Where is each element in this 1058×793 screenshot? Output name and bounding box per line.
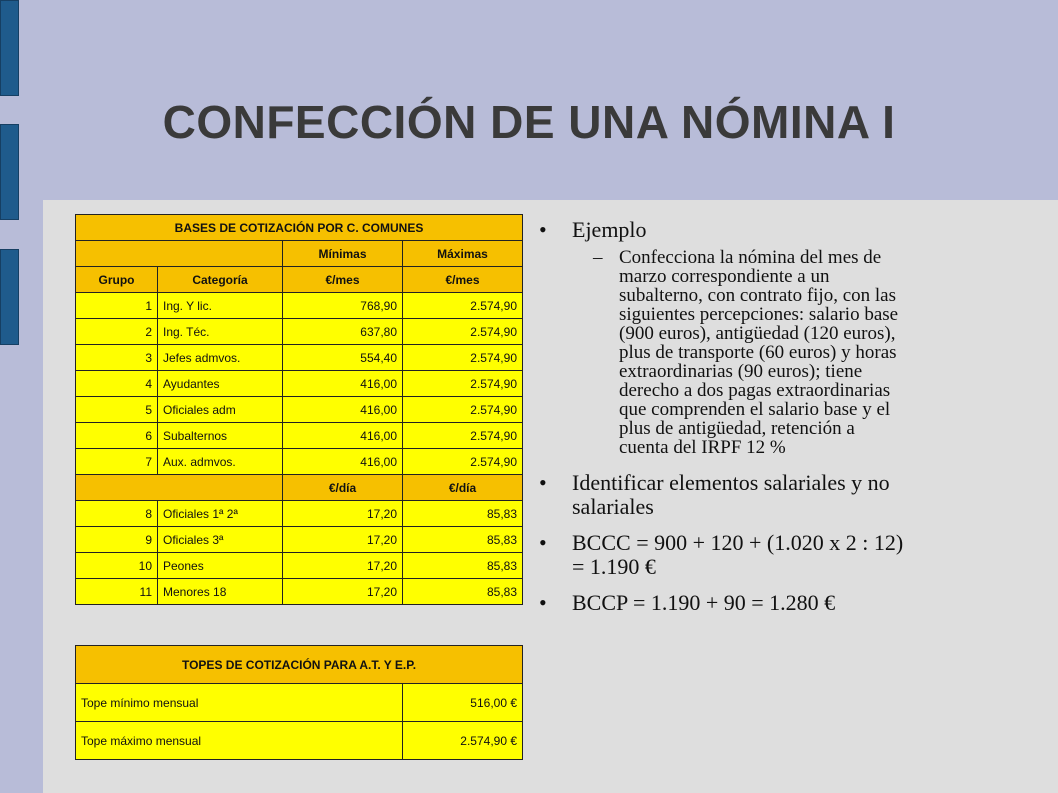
bullet-item-bccp [527, 591, 997, 615]
min-cell: 416,00 [283, 449, 403, 475]
bullet-dot-icon: • [539, 470, 547, 495]
categoria-cell: Ing. Téc. [158, 319, 283, 345]
max-cell: 2.574,90 [403, 371, 523, 397]
tope-label-cell: Tope mínimo mensual [76, 684, 403, 722]
side-tab-1 [0, 0, 19, 96]
unit-day-max: €/día [403, 475, 523, 501]
table-row [76, 423, 523, 449]
grupo-cell: 5 [76, 397, 158, 423]
categoria-cell: Aux. admvos. [158, 449, 283, 475]
min-cell: 17,20 [283, 553, 403, 579]
bullet-line: = 1.190 € [572, 554, 656, 579]
tope-value-cell: 516,00 € [403, 684, 523, 722]
col-categoria-header: Categoría [158, 267, 283, 293]
side-tab-3 [0, 249, 19, 345]
unit-month-max: €/mes [403, 267, 523, 293]
table-row [76, 449, 523, 475]
bullet-line: Identificar elementos salariales y no [572, 470, 890, 495]
col-min-header: Mínimas [283, 241, 403, 267]
categoria-cell: Subalternos [158, 423, 283, 449]
sub-line: marzo correspondiente a un [619, 266, 830, 287]
sub-line: que comprenden el salario base y el [619, 399, 891, 420]
categoria-cell: Menores 18 [158, 579, 283, 605]
min-cell: 17,20 [283, 527, 403, 553]
max-cell: 2.574,90 [403, 293, 523, 319]
table-row [76, 371, 523, 397]
sub-line: plus de antigüedad, retención a [619, 418, 855, 439]
max-cell: 85,83 [403, 501, 523, 527]
unit-month-min: €/mes [283, 267, 403, 293]
categoria-cell: Peones [158, 553, 283, 579]
tope-label-cell: Tope máximo mensual [76, 722, 403, 760]
grupo-cell: 1 [76, 293, 158, 319]
max-cell: 85,83 [403, 579, 523, 605]
grupo-cell: 8 [76, 501, 158, 527]
min-cell: 17,20 [283, 579, 403, 605]
min-cell: 416,00 [283, 397, 403, 423]
sub-line: extraordinarias (90 euros); tiene [619, 361, 863, 382]
bullet-item-ejemplo [527, 218, 997, 242]
min-cell: 17,20 [283, 501, 403, 527]
bullet-line: salariales [572, 494, 654, 519]
grupo-cell: 10 [76, 553, 158, 579]
grupo-cell: 4 [76, 371, 158, 397]
grupo-cell: 9 [76, 527, 158, 553]
table-row [76, 345, 523, 371]
table-row [76, 319, 523, 345]
sub-line: cuenta del IRPF 12 % [619, 437, 786, 458]
bullet-item-identificar [527, 471, 997, 519]
bullet-dot-icon: • [539, 217, 547, 242]
col-max-header: Máximas [403, 241, 523, 267]
categoria-cell: Ing. Y lic. [158, 293, 283, 319]
table-row [76, 553, 523, 579]
bullet-line: BCCC = 900 + 120 + (1.020 x 2 : 12) [572, 530, 904, 555]
topes-table [75, 645, 523, 760]
bullet-dot-icon: • [539, 530, 547, 555]
max-cell: 85,83 [403, 527, 523, 553]
grupo-cell: 6 [76, 423, 158, 449]
sub-line: Confecciona la nómina del mes de [619, 247, 882, 268]
table-row [76, 397, 523, 423]
categoria-cell: Ayudantes [158, 371, 283, 397]
max-cell: 2.574,90 [403, 319, 523, 345]
min-cell: 416,00 [283, 371, 403, 397]
table-row [76, 684, 523, 722]
sub-line: subalterno, con contrato fijo, con las [619, 285, 897, 306]
bullet-text: Ejemplo [572, 217, 647, 242]
unit-day-min: €/día [283, 475, 403, 501]
table-row [76, 527, 523, 553]
sub-line: siguientes percepciones: salario base [619, 304, 899, 325]
col-grupo-header: Grupo [76, 267, 158, 293]
bullet-text: BCCP = 1.190 + 90 = 1.280 € [572, 590, 836, 615]
sub-line: (900 euros), antigüedad (120 euros), [619, 323, 896, 344]
bases-table [75, 214, 523, 605]
day-header-empty [76, 475, 283, 501]
max-cell: 2.574,90 [403, 345, 523, 371]
max-cell: 85,83 [403, 553, 523, 579]
topes-table-title: TOPES DE COTIZACIÓN PARA A.T. Y E.P. [76, 646, 523, 684]
min-cell: 554,40 [283, 345, 403, 371]
tope-value-cell: 2.574,90 € [403, 722, 523, 760]
table-row [76, 293, 523, 319]
categoria-cell: Oficiales adm [158, 397, 283, 423]
bases-header-empty [76, 241, 283, 267]
bullet-dot-icon: • [539, 590, 547, 615]
max-cell: 2.574,90 [403, 449, 523, 475]
grupo-cell: 11 [76, 579, 158, 605]
bullet-item-bccc [527, 531, 997, 579]
table-row [76, 501, 523, 527]
min-cell: 768,90 [283, 293, 403, 319]
min-cell: 637,80 [283, 319, 403, 345]
grupo-cell: 3 [76, 345, 158, 371]
bases-table-title: BASES DE COTIZACIÓN POR C. COMUNES [76, 215, 523, 241]
categoria-cell: Jefes admvos. [158, 345, 283, 371]
max-cell: 2.574,90 [403, 423, 523, 449]
min-cell: 416,00 [283, 423, 403, 449]
bullet-list [527, 218, 997, 621]
max-cell: 2.574,90 [403, 397, 523, 423]
slide-title: CONFECCIÓN DE UNA NÓMINA I [162, 96, 896, 148]
table-row [76, 722, 523, 760]
categoria-cell: Oficiales 3ª [158, 527, 283, 553]
table-row [76, 579, 523, 605]
grupo-cell: 2 [76, 319, 158, 345]
sub-line: derecho a dos pagas extraordinarias [619, 380, 891, 401]
grupo-cell: 7 [76, 449, 158, 475]
sub-line: plus de transporte (60 euros) y horas [619, 342, 897, 363]
categoria-cell: Oficiales 1ª 2ª [158, 501, 283, 527]
dash-icon: – [593, 247, 603, 268]
sub-bullet-enunciado [527, 248, 997, 457]
